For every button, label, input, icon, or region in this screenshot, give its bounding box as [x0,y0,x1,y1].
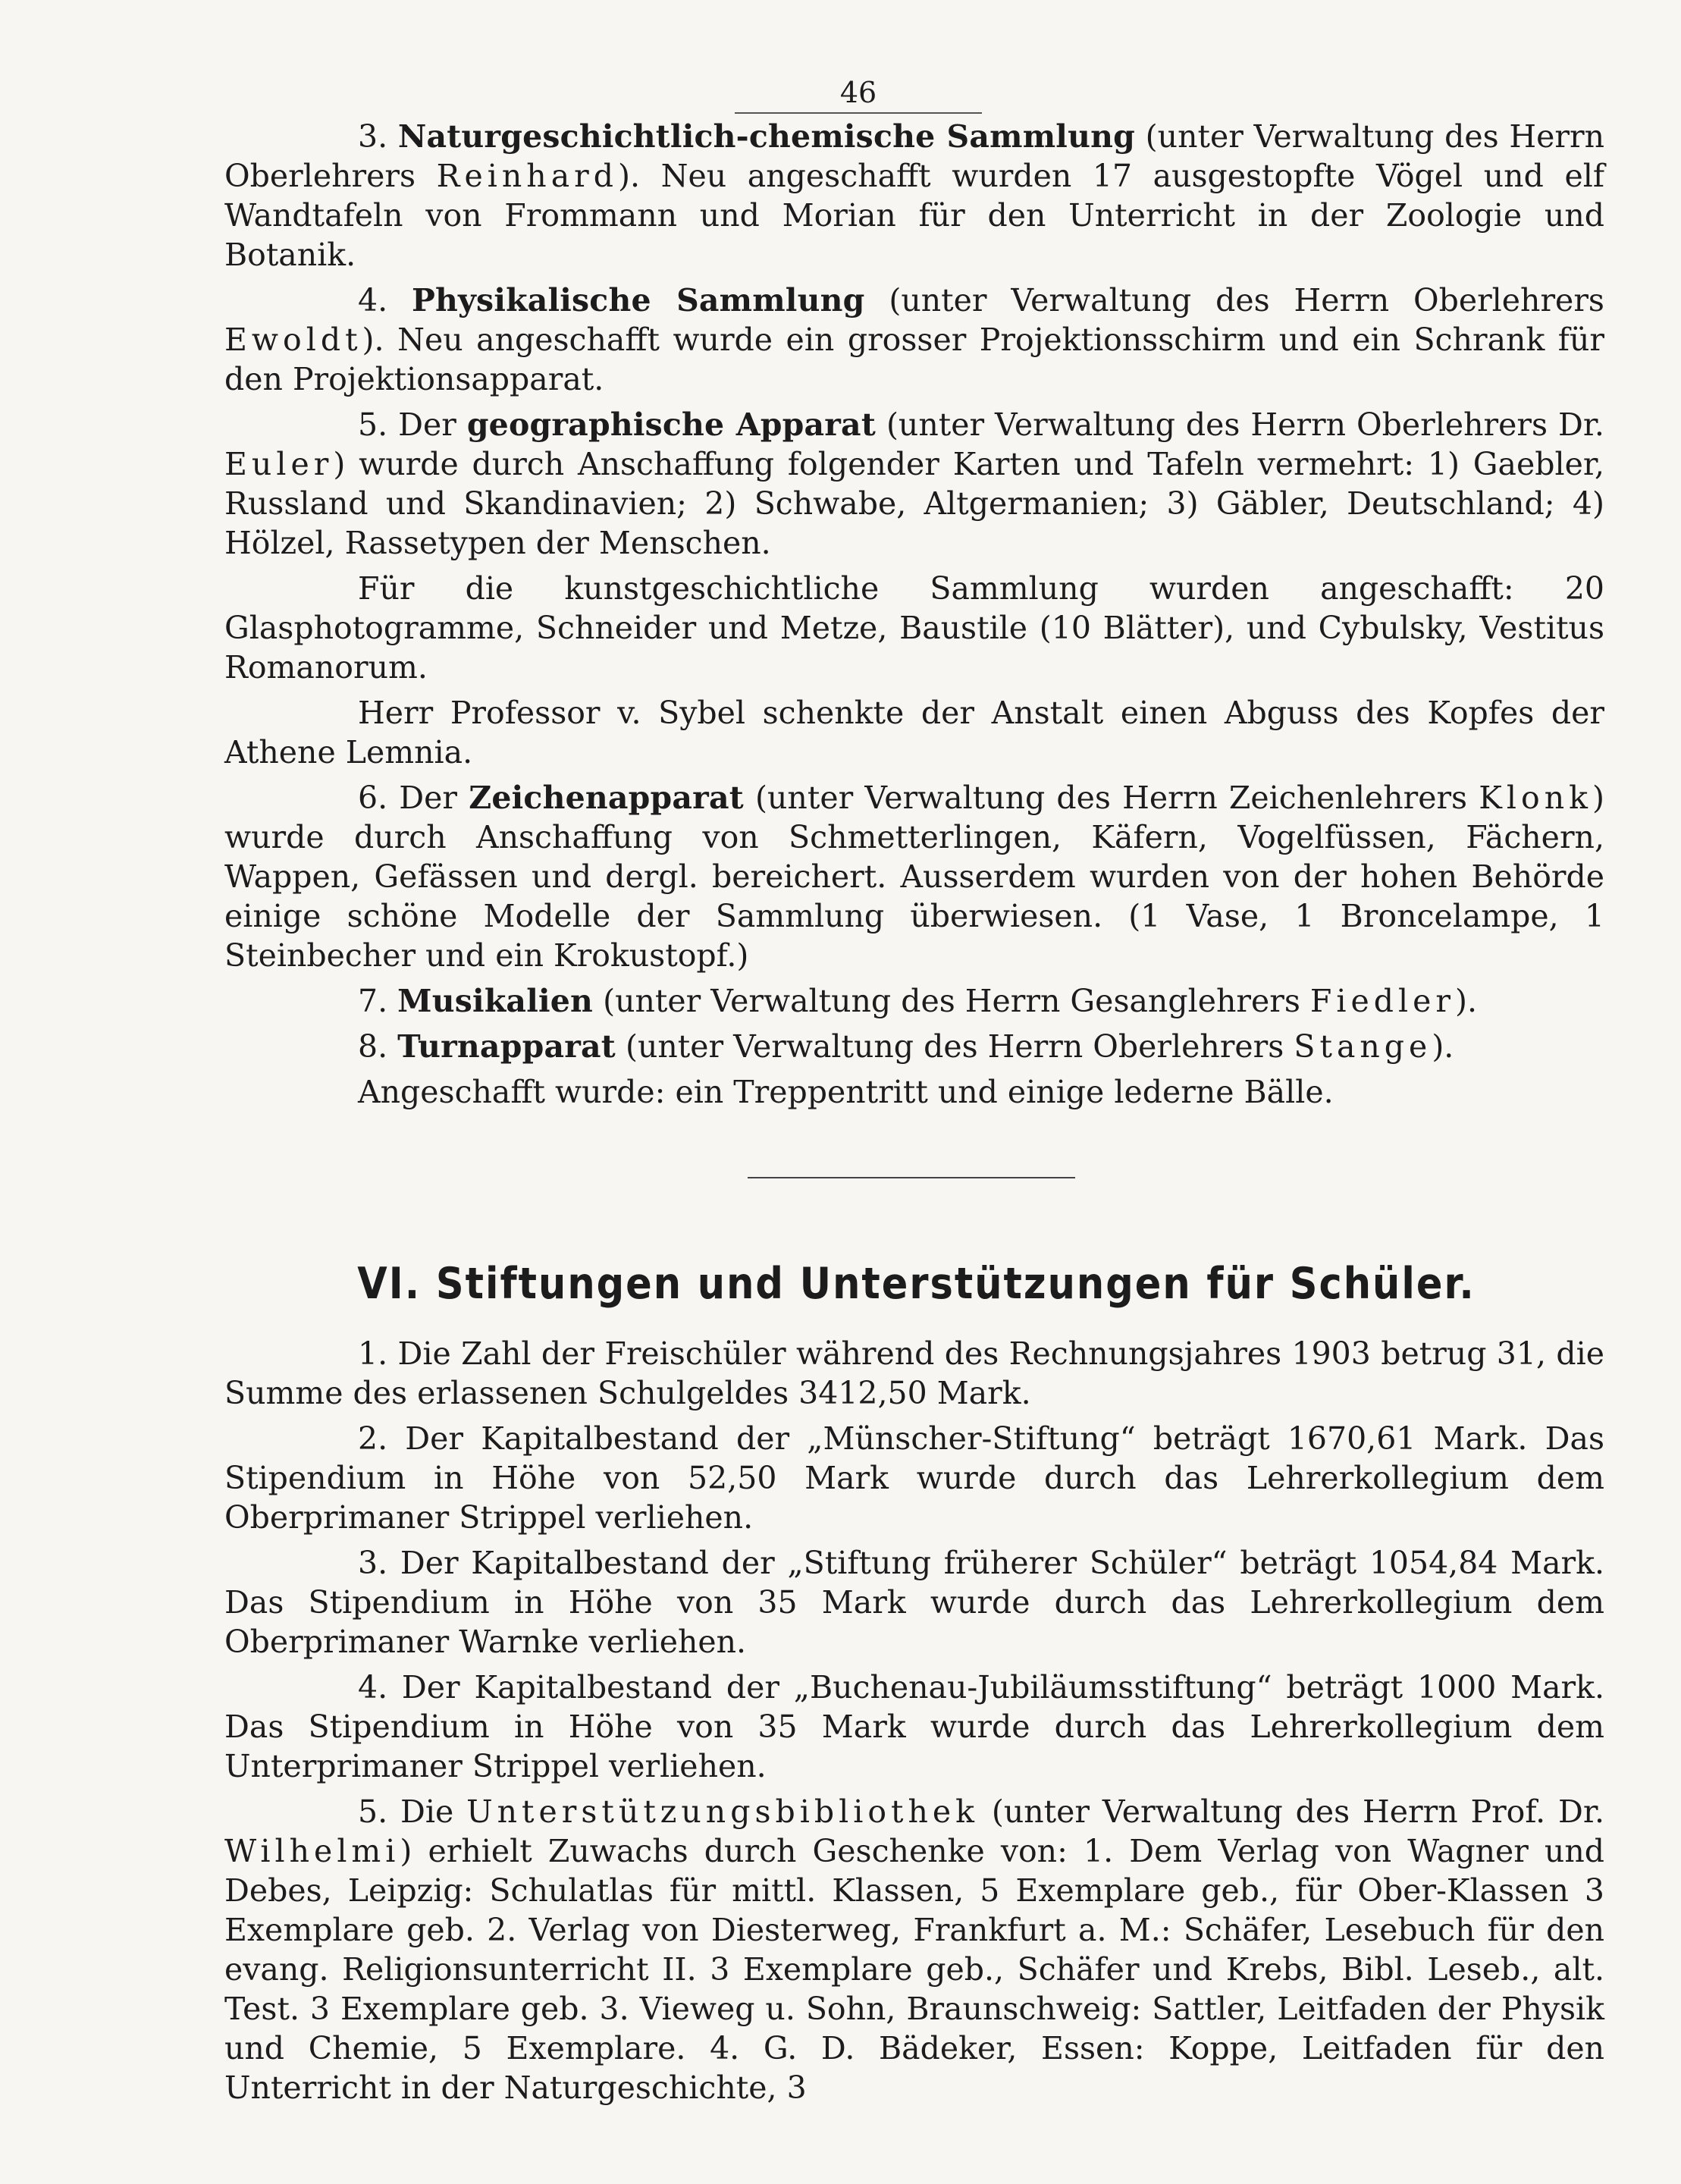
paragraph-6: 6. Der Zeichenapparat (unter Verwaltung des Herrn Zeichenlehrers Klonk) wurde durch Anschaffung von Schmetterlingen, Käfern, Vogelfüssen, Fächern, Wappen, Gefässen und dergl. bereichert. Ausserdem wurden von der hohen Behörde einige schöne Modelle der Sammlung überwiesen. (1 Vase, 1 Broncelampe, 1 Steinbecher und ein Krokustopf.) [224,780,1604,974]
paragraph-5: 5. Der geographische Apparat (unter Verwaltung des Herrn Oberlehrers Dr. Euler) wurde durch Anschaffung folgender Karten und Tafeln vermehrt: 1) Gaebler, Russland und Skandinavien; 2) Schwabe, Altgermanien; 3) Gäbler, Deutschland; 4) Hölzel, Rassetypen der Menschen. [224,406,1604,561]
section-divider [748,1177,1075,1178]
paragraph-6-3: 3. Der Kapitalbestand der „Stiftung früherer Schüler“ beträgt 1054,84 Mark. Das Stipendium in Höhe von 35 Mark wurde durch das Lehrerkollegium dem Oberprimaner Warnke verliehen. [224,1545,1604,1660]
paragraph-4: 4. Physikalische Sammlung (unter Verwaltung des Herrn Oberlehrers Ewoldt). Neu angeschafft wurde ein grosser Projektionsschirm und ein Schrank für den Projektionsapparat. [224,282,1604,397]
paragraph-6-5: 5. Die Unterstützungsbibliothek (unter Verwaltung des Herrn Prof. Dr. Wilhelmi) erhielt Zuwachs durch Geschenke von: 1. Dem Verlag von Wagner und Debes, Leipzig: Schulatlas für mittl. Klassen, 5 Exemplare geb., für Ober-Klassen 3 Exemplare geb. 2. Verlag von Diesterweg, Frankfurt a. M.: Schäfer, Lesebuch für den evang. Religionsunterricht II. 3 Exemplare geb., Schäfer und Krebs, Bibl. Leseb., alt. Test. 3 Exemplare geb. 3. Vieweg u. Sohn, Braunschweig: Sattler, Leitfaden der Physik und Chemie, 5 Exemplare. 4. G. D. Bädeker, Essen: Koppe, Leitfaden für den Unterricht in der Naturgeschichte, 3 [224,1793,1604,2106]
paragraph-5c: Herr Professor v. Sybel schenkte der Anstalt einen Abguss des Kopfes der Athene Lemnia. [224,695,1604,770]
paragraph-3: 3. Naturgeschichtlich-chemische Sammlung (unter Verwaltung des Herrn Oberlehrers Reinhard). Neu angeschafft wurden 17 ausgestopfte Vögel und elf Wandtafeln von Frommann und Morian für den Unterricht in der Zoologie und Botanik. [224,118,1604,273]
paragraph-8b: Angeschafft wurde: ein Treppentritt und einige lederne Bälle. [358,1074,1334,1110]
paragraph-6-2: 2. Der Kapitalbestand der „Münscher-Stiftung“ beträgt 1670,61 Mark. Das Stipendium in Höhe von 52,50 Mark wurde durch das Lehrerkollegium dem Oberprimaner Strippel verliehen. [224,1420,1604,1536]
paragraph-8: 8. Turnapparat (unter Verwaltung des Herrn Oberlehrers Stange). [358,1028,1454,1065]
paragraph-6-1: 1. Die Zahl der Freischüler während des Rechnungsjahres 1903 betrug 31, die Summe des erlassenen Schulgeldes 3412,50 Mark. [224,1335,1604,1411]
paragraph-7: 7. Musikalien (unter Verwaltung des Herrn Gesanglehrers Fiedler). [358,983,1477,1019]
section-6-text [224,1334,1604,2107]
section-6-heading: VI. Stiftungen und Unterstützungen für Schüler. [357,1259,1476,1310]
paragraph-6-4: 4. Der Kapitalbestand der „Buchenau-Jubiläumsstiftung“ beträgt 1000 Mark. Das Stipendium in Höhe von 35 Mark wurde durch das Lehrerkollegium dem Unterprimaner Strippel verliehen. [224,1669,1604,1784]
page-number: 46 [0,76,1378,114]
section-5-text [224,117,1604,1112]
paragraph-5b: Für die kunstgeschichtliche Sammlung wurden angeschafft: 20 Glasphotogramme, Schneider und Metze, Baustile (10 Blätter), und Cybulsky, Vestitus Romanorum. [224,570,1604,686]
